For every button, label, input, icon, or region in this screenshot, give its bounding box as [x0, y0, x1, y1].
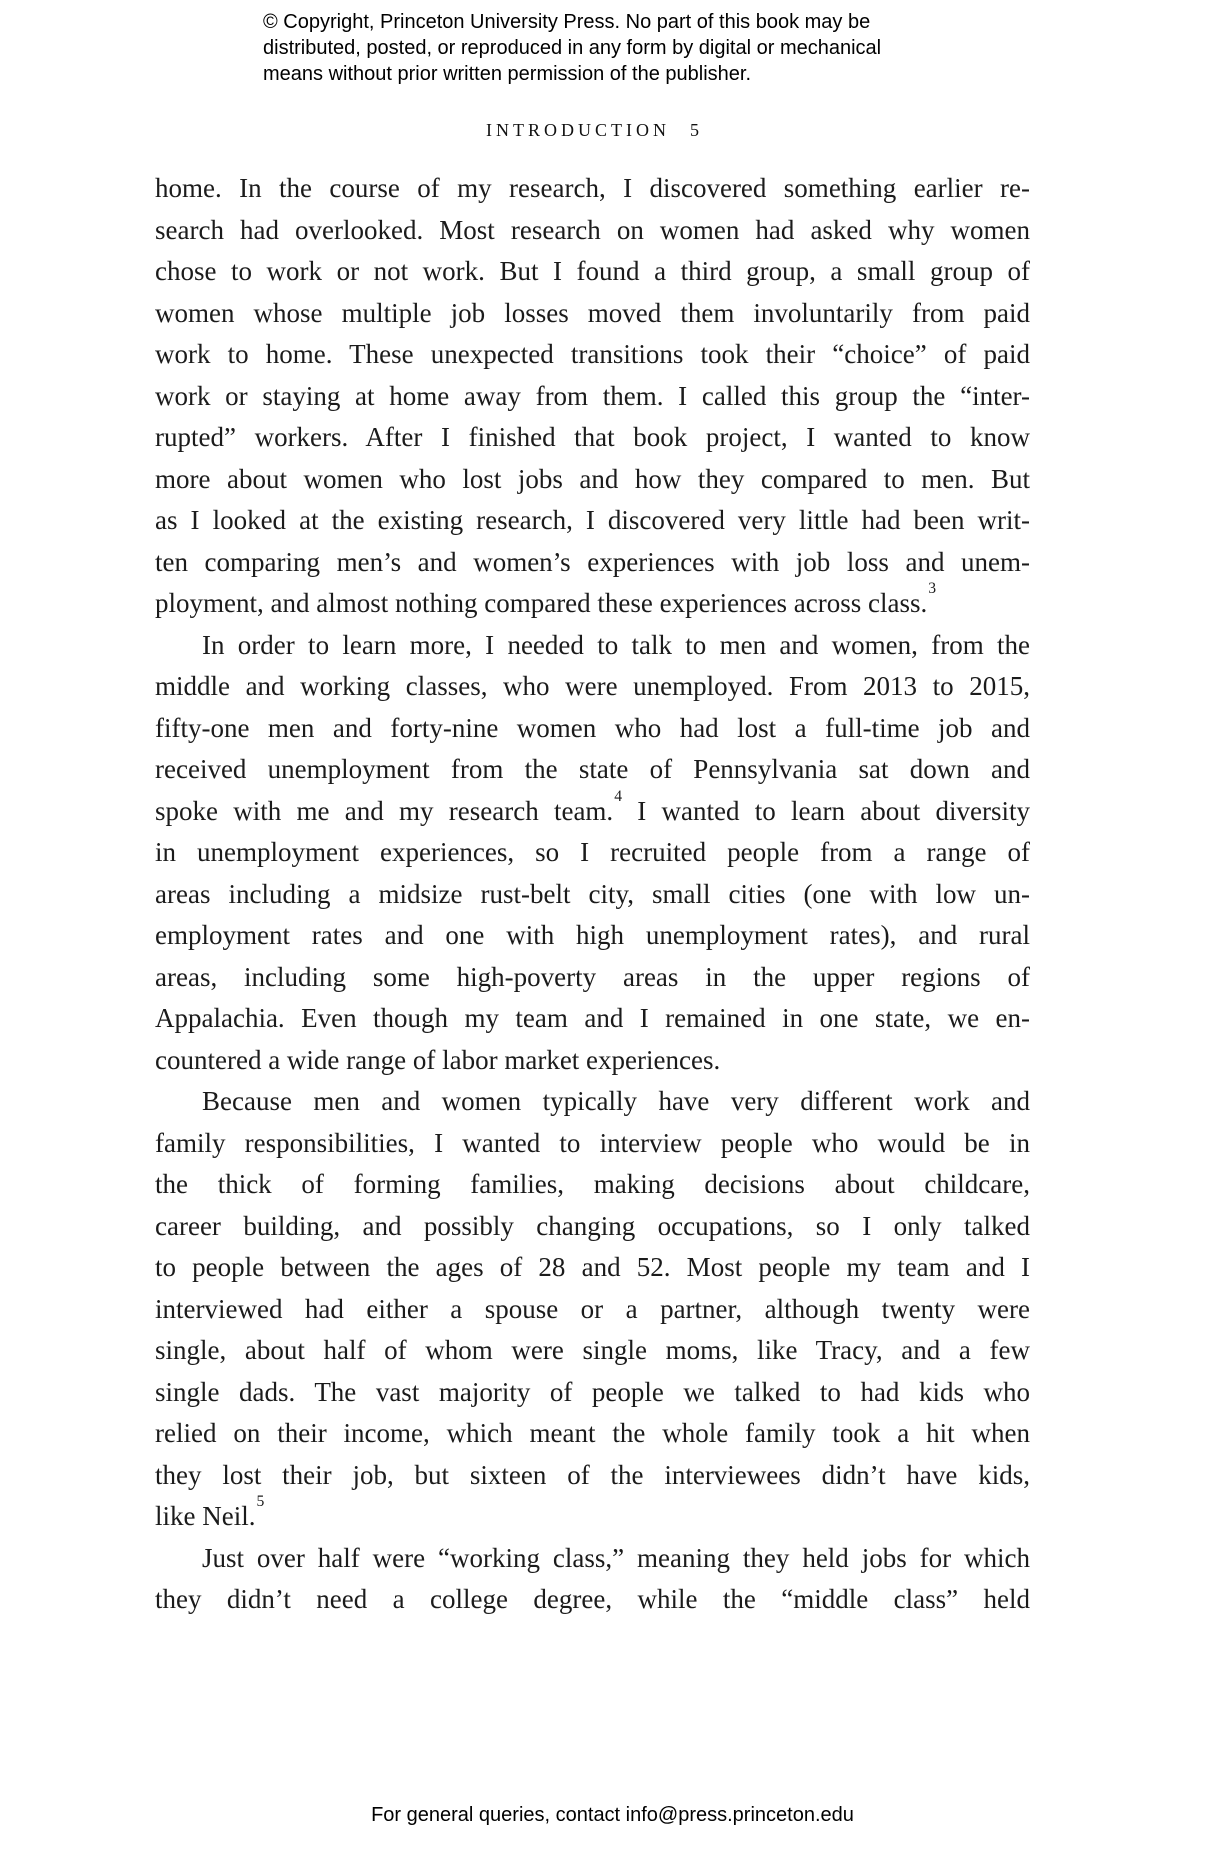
text-line: more about women who lost jobs and how they compared to men. But	[155, 463, 1030, 494]
footnote-ref: 5	[256, 1493, 265, 1511]
text-line: areas including a midsize rust-belt city, small cities (one with low un-	[155, 878, 1030, 909]
chapter-title: INTRODUCTION	[486, 120, 670, 140]
text-line: like Neil.$^5$	[155, 1493, 265, 1531]
text-line: they lost their job, but sixteen of the interviewees didn’t have kids,	[155, 1459, 1030, 1490]
footnote-ref: 3	[928, 580, 937, 598]
footnote-ref: 4	[614, 787, 623, 805]
copyright-notice	[263, 9, 881, 87]
text-line: they didn’t need a college degree, while the “middle class” held	[155, 1584, 1030, 1614]
text-line: career building, and possibly changing occupations, so I only talked	[155, 1210, 1030, 1241]
text-line: relied on their income, which meant the whole family took a hit when	[155, 1418, 1030, 1448]
text-line: as I looked at the existing research, I discovered very little had been writ-	[155, 505, 1030, 535]
text-line: women whose multiple job losses moved them involuntarily from paid	[155, 297, 1030, 328]
text-line: family responsibilities, I wanted to interview people who would be in	[155, 1127, 1030, 1158]
text-line: single dads. The vast majority of people we talked to had kids who	[155, 1376, 1030, 1407]
text-line: middle and working classes, who were unemployed. From 2013 to 2015,	[155, 671, 1030, 701]
text-line: areas, including some high-poverty areas in the upper regions of	[155, 961, 1030, 992]
text-line: fifty-one men and forty-nine women who had lost a full-time job and	[155, 712, 1030, 743]
footer-text: For general queries, contact info@press.princeton.edu	[371, 1804, 854, 1826]
copyright-line: © Copyright, Princeton University Press. No part of this book may be	[263, 11, 871, 33]
text-line: single, about half of whom were single moms, like Tracy, and a few	[155, 1335, 1030, 1365]
text-line: Appalachia. Even though my team and I remained in one state, we en-	[155, 1003, 1030, 1033]
paragraph	[155, 625, 1030, 1082]
text-line: chose to work or not work. But I found a third group, a small group of	[155, 256, 1030, 286]
text-line: spoke with me and my research team.$^4$ I wanted to learn about diversity	[155, 787, 1030, 826]
text-line: home. In the course of my research, I discovered something earlier re-	[155, 173, 1030, 203]
queries-footer	[0, 1802, 1225, 1828]
text-line: search had overlooked. Most research on women had asked why women	[155, 214, 1030, 245]
text-line: Because men and women typically have very different work and	[202, 1086, 1030, 1116]
text-line: interviewed had either a spouse or a partner, although twenty were	[155, 1293, 1030, 1324]
text-line: ten comparing men’s and women’s experiences with job loss and unem-	[155, 546, 1030, 577]
running-head	[155, 120, 1030, 141]
body-text	[155, 168, 1030, 1621]
text-line: ployment, and almost nothing compared these experiences across class.$^3$	[155, 580, 937, 618]
text-line: work to home. These unexpected transitions took their “choice” of paid	[155, 339, 1030, 369]
text-line: Just over half were “working class,” meaning they held jobs for which	[202, 1542, 1030, 1573]
text-line: the thick of forming families, making decisions about childcare,	[155, 1169, 1030, 1199]
page-number: 5	[689, 120, 699, 140]
text-line: in unemployment experiences, so I recruited people from a range of	[155, 837, 1030, 867]
text-line: rupted” workers. After I finished that book project, I wanted to know	[155, 422, 1030, 452]
text-line: to people between the ages of 28 and 52. Most people my team and I	[155, 1252, 1030, 1282]
text-line: In order to learn more, I needed to talk to men and women, from the	[202, 629, 1030, 660]
text-line: countered a wide range of labor market experiences.	[155, 1044, 721, 1075]
paragraph	[155, 168, 1030, 625]
paragraph	[155, 1081, 1030, 1538]
text-line: employment rates and one with high unemployment rates), and rural	[155, 920, 1030, 950]
text-line: received unemployment from the state of Pennsylvania sat down and	[155, 754, 1030, 784]
text-line: work or staying at home away from them. I called this group the “inter-	[155, 380, 1030, 411]
paragraph	[155, 1538, 1030, 1621]
copyright-line: means without prior written permission of the publisher.	[263, 63, 752, 85]
copyright-line: distributed, posted, or reproduced in any form by digital or mechanical	[263, 37, 882, 59]
